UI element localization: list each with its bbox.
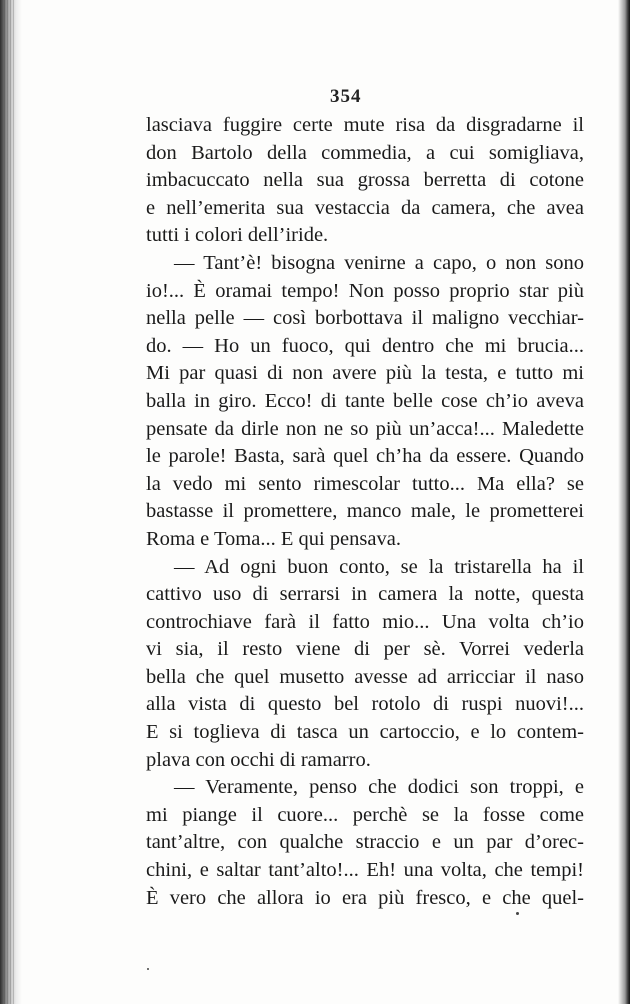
text-line: do. — Ho un fuoco, qui dentro che mi brucia... xyxy=(146,334,584,357)
text-line: lasciava fuggire certe mute risa da disgradarne il xyxy=(146,114,584,136)
text-line: cattivo uso di serrarsi in camera la notte, questa xyxy=(146,583,584,606)
text-line: io!... È oramai tempo! Non posso proprio star più xyxy=(146,279,584,302)
text-line: tutti i colori dell’iride. xyxy=(146,224,329,247)
text-line: balla in giro. Ecco! di tante belle cose ch’io aveva xyxy=(146,389,584,412)
paper-speck xyxy=(147,968,149,970)
text-line: — Tant’è! bisogna venirne a capo, o non sono xyxy=(174,251,584,274)
book-spine-texture xyxy=(4,0,14,1004)
text-line: nella pelle — così borbottava il maligno vecchiar- xyxy=(146,307,584,330)
text-line: bastasse il promettere, manco male, le prometterei xyxy=(146,500,584,523)
text-line: alla vista di questo bel rotolo di ruspi nuovi!... xyxy=(146,693,584,716)
text-line: Roma e Toma... E qui pensava. xyxy=(146,527,401,550)
text-line: controchiave farà il fatto mio... Una volta ch’io xyxy=(146,610,584,633)
text-line: mi piange il cuore... perchè se la fosse come xyxy=(146,803,584,826)
text-line: plava con occhi di ramarro. xyxy=(146,748,371,771)
text-line: E si toglieva di tasca un cartoccio, e lo contem- xyxy=(146,721,584,744)
text-line: e nell’emerita sua vestaccia da camera, che avea xyxy=(146,196,584,219)
text-line: — Veramente, penso che dodici son troppi, e xyxy=(174,776,584,799)
page-number: 354 xyxy=(330,86,362,107)
text-line: pensate da dirle non ne so più un’acca!... Maledette xyxy=(146,417,584,440)
text-line: Mi par quasi di non avere più la testa, e tutto mi xyxy=(146,362,584,385)
text-line: tant’altre, con qualche straccio e un par d’orec- xyxy=(146,831,584,854)
text-line: bella che quel musetto avesse ad arricciar il naso xyxy=(146,665,584,688)
text-line: la vedo mi sento rimescolar tutto... Ma ella? se xyxy=(146,472,584,495)
text-line: vi sia, il resto viene di per sè. Vorrei vederla xyxy=(146,638,584,661)
page-right-edge xyxy=(618,0,630,1004)
text-line: — Ad ogni buon conto, se la tristarella ha il xyxy=(174,555,584,578)
text-line: È vero che allora io era più fresco, e che quel- xyxy=(146,886,584,909)
page-body-text xyxy=(146,112,584,912)
text-line: chini, e saltar tant’alto!... Eh! una volta, che tempi! xyxy=(146,859,584,882)
text-line: imbacuccato nella sua grossa berretta di cotone xyxy=(146,169,584,192)
text-line: le parole! Basta, sarà quel ch’ha da essere. Quando xyxy=(146,445,584,468)
text-line: don Bartolo della commedia, a cui somigliava, xyxy=(146,141,584,164)
paper-speck xyxy=(516,912,519,915)
